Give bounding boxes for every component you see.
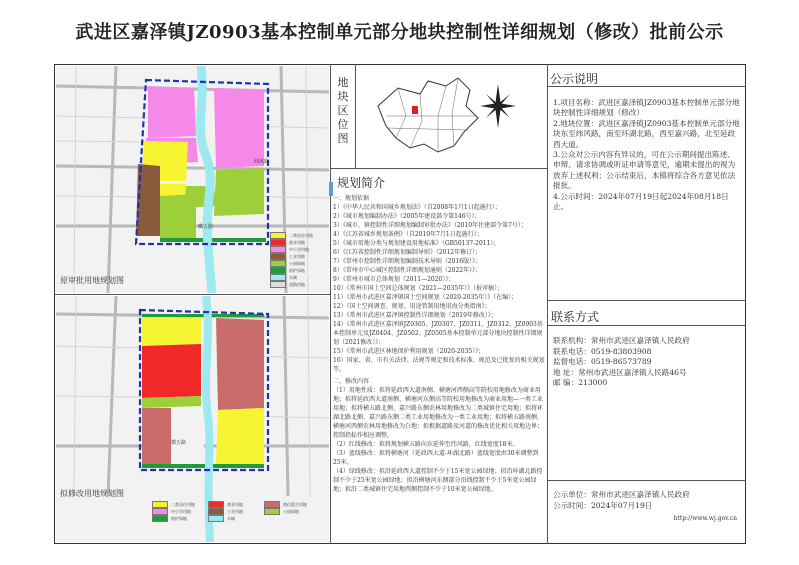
intro-section <box>333 174 545 494</box>
legend-item: 公园绿地 <box>283 509 299 514</box>
revised-legend <box>152 501 322 522</box>
basis-item: 4）《江苏省城乡规划条例》（自2010年7月1日起施行）； <box>333 231 483 238</box>
contact-address: 地 址：常州市武进区嘉泽镇人民路46号 <box>553 367 687 377</box>
divider-left <box>330 64 331 544</box>
basis-item: 15）《常州市武进区林地保护利用规划（2020-2035）》； <box>333 348 485 355</box>
basis-item: 5）《城市用地分类与规划建设用地标准》（GB50137-2011）； <box>333 240 500 247</box>
change-item: （1）用地性质：拟将延政西大道南侧、横塘河西侧高等院校用地修改为商业用地；拟将延政西大道南侧、横塘河东侧高等院校用地修改为商业用地—一类工业用地；拟将横五路北侧、嘉兴路东侧农林用地修改为二类城镇住宅用地；拟将环湖北路北侧、嘉兴路东侧二类工业用地修改为一类工业用地；拟将横五路南侧、横塘河西侧农林用地修改为白地；拟根据道路及河道的修改优化相关用地边界；控制指标作相应调整。 <box>333 387 544 439</box>
svg-text:横五路: 横五路 <box>171 440 187 446</box>
intro-marker <box>329 182 333 196</box>
divider-maps <box>54 294 330 295</box>
footer-time: 公示时间：2024年07月19日 <box>553 500 653 510</box>
intro-heading: 规划简介 <box>337 176 386 190</box>
basis-item: 6）《江苏省控制性详细规划编制导则》（2012年修订）； <box>333 249 482 256</box>
legend-item: 商业用地 <box>227 502 243 507</box>
basis-item: 10）《常州市国土空间总体规划（2021—2035年）》（报审稿）； <box>333 285 504 292</box>
notice-heading: 公示说明 <box>550 72 599 86</box>
divider-location-label <box>355 64 356 168</box>
basis-item: 2）《城市规划编制办法》（2005年建设部令第146号）； <box>333 213 481 220</box>
footer-url[interactable]: http://www.wj.gov.cn <box>673 515 737 522</box>
intro-basis-heading: 一、规划依据 <box>333 195 370 202</box>
basis-item: 7）《常州市控制性详细规划编制技术导则（2016版）》； <box>333 258 482 265</box>
footer-unit: 公示单位：常州市武进区嘉泽镇人民政府 <box>553 490 690 499</box>
legend-item: 防护绿地 <box>289 268 305 273</box>
original-plan-map <box>56 66 329 293</box>
revised-plan-map <box>56 296 329 542</box>
footer <box>553 490 743 523</box>
contact-supervise-phone: 监督电话：0519-86573789 <box>553 357 652 366</box>
legend-item: 水域 <box>289 275 297 280</box>
divider-location <box>330 168 547 169</box>
basis-item: 13）《常州市武进区嘉泽镇控制性详细规划（2019年修改）》； <box>333 312 497 319</box>
legend-item: 水域 <box>227 516 235 521</box>
legend-item: 商业用地 <box>289 240 305 245</box>
legend-item: 道路用地 <box>289 282 305 287</box>
change-item: （3）蓝线修改：拟将横塘河（延政西大道-环湖北路）蓝线宽度由30米调整到25米。 <box>333 450 539 466</box>
contact-phone: 联系电话：0519-83803908 <box>553 346 652 356</box>
legend-item: 防护绿地 <box>171 516 187 521</box>
change-item: （2）红线修改：拟将规划横五路向东延伸至纬风路，红线宽度18米。 <box>333 441 519 448</box>
basis-item: 16）国家、省、市有关法律、法规等规定和技术标准、规范及已批复的相关规划等。 <box>333 357 545 373</box>
legend-item: 中小学用地 <box>171 509 191 514</box>
basis-item: 14）《常州市武进区嘉泽镇JZ0305、JZ0307、JZ0311、JZ0312、JZ0903基本控制单元及JZ0404、JZ0502、JZ0505基本控制单元部分地块控制性详细规划（2021修改）》； <box>333 321 543 346</box>
legend-item: 二类居住用地 <box>289 233 313 238</box>
notice-item: 3.公众对公示内容有异议的，可在公示期间提出陈述、申辩、请求协调或听证申请等意见，逾期未提出的视为放弃上述权利；公示结束后，本镇将综合各方意见依法报批。 <box>553 150 736 191</box>
basis-item: 3）《城市、镇控制性详细规划编制审批办法》（2010年住建部令第7号）； <box>333 222 527 229</box>
legend-item: 商住混合用地 <box>283 502 307 507</box>
original-legend <box>270 232 320 288</box>
divider-footer <box>547 480 746 481</box>
basis-item: 11）《常州市武进区嘉泽镇国土空间规划（2020-2035年）》（在编）； <box>333 294 518 301</box>
basis-item: 1）《中华人民共和国城乡规划法》（自2008年1月1日起施行）； <box>333 204 501 211</box>
location-map-svg <box>358 66 546 166</box>
contact-body <box>553 336 741 389</box>
contact-zip: 邮 编：213000 <box>553 378 608 387</box>
basis-item: 8）《常州市中心城区控制性详细规划通则（2022年）》； <box>333 267 482 274</box>
basis-item: 12）《国土空间调查、规划、用途管制用地用海分类指南》； <box>333 303 491 310</box>
original-plan-caption: 原审批用地规划图 <box>60 276 124 285</box>
svg-text:纬风路: 纬风路 <box>254 159 270 165</box>
notice-item: 1.项目名称：武进区嘉泽镇JZ0903基本控制单元部分地块控制性详细规划（修改） <box>553 98 740 118</box>
contact-org: 联系机构：常州市武进区嘉泽镇人民政府 <box>553 336 690 345</box>
legend-item: 公园绿地 <box>289 261 305 266</box>
intro-changes-heading: 二、修改内容 <box>333 378 370 385</box>
divider-right <box>547 64 548 544</box>
legend-item: 工业用地 <box>289 254 305 259</box>
divider-contact-head <box>547 325 746 326</box>
change-item: （4）绿线修改：拟沿延政西大道控制不少于15米宽公园绿地；拟沿环湖北路控制不少于25米宽公园绿地；拟沿横塘河东侧部分沿线控制不少于5米宽公园绿地；拟沿二类城镇住宅用地西侧控制不少于10米宽公园绿地。 <box>333 468 543 493</box>
divider-contact <box>547 300 746 301</box>
location-map <box>358 66 546 166</box>
page-title: 武进区嘉泽镇JZ0903基本控制单元部分地块控制性详细规划（修改）批前公示 <box>75 22 724 43</box>
legend-item: 工业用地 <box>227 509 243 514</box>
revised-plan-caption: 拟修改用地规划图 <box>60 489 124 498</box>
location-map-label: 地块区位图 <box>337 76 349 145</box>
notice-item: 4.公示时间：2024年07月19日起2024年08月18日止。 <box>553 191 729 212</box>
legend-item: 二类居住用地 <box>171 502 195 507</box>
basis-item: 9）《常州市城市总体规划（2011—2020）》； <box>333 276 455 283</box>
notice-item: 2.地块位置：武进区嘉泽镇JZ0903基本控制单元部分地块东至纬风路，南至环湖北路，西至嘉兴路，北至延政西大道。 <box>553 118 740 149</box>
svg-text:横五路: 横五路 <box>198 224 214 230</box>
legend-item: 中小学用地 <box>289 247 309 252</box>
contact-heading: 联系方式 <box>551 310 600 324</box>
notice-body <box>553 98 741 212</box>
